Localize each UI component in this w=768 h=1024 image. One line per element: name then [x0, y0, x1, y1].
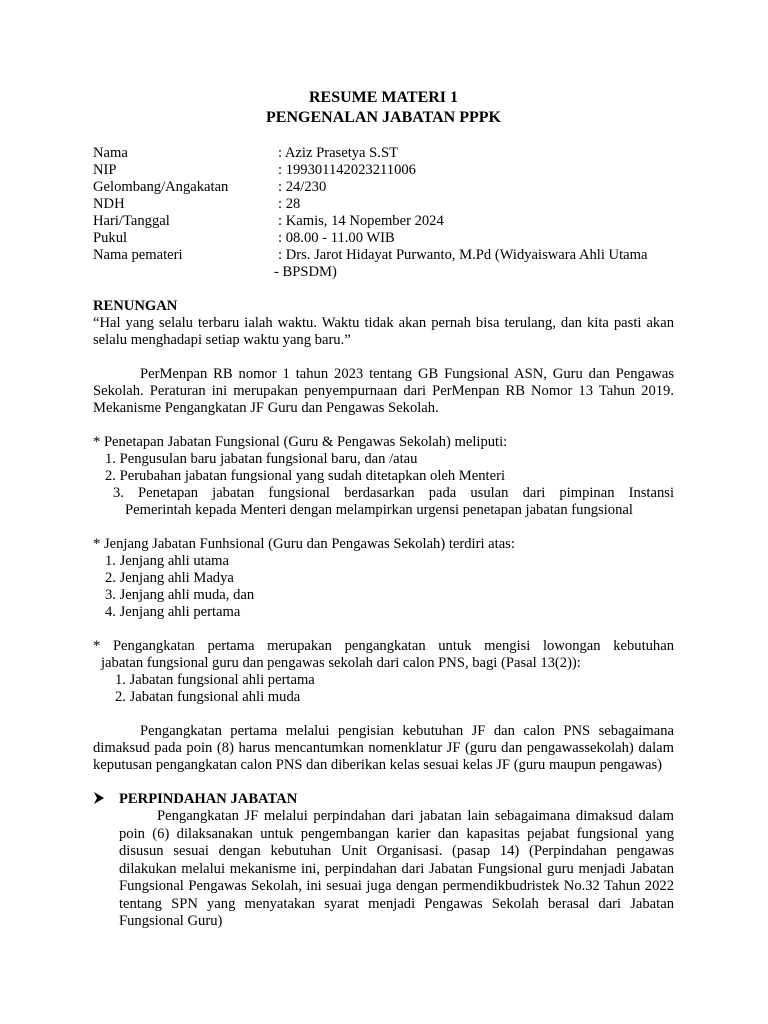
info-label: Nama pemateri	[93, 247, 183, 263]
pengangkatan-heading-continuation: jabatan fungsional guru dan pengawas sekolah dari calon PNS, bagi (Pasal 13(2)):	[101, 655, 581, 671]
list-item: 4. Jenjang ahli pertama	[105, 604, 241, 620]
document-page	[93, 88, 674, 931]
pengangkatan-paragraph: Pengangkatan pertama melalui pengisian kebutuhan JF dan calon PNS sebagaimana dimaksud pada poin (8) harus mencantumkan nomenklatur JF (guru dan pengawassekolah) dalam keputusan pengangkatan calon PNS dan diberikan kelas sesuai kelas JF (guru maupun pengawas)	[93, 723, 674, 773]
document-title: RESUME MATERI 1	[308, 89, 459, 106]
info-value: : 28	[278, 196, 301, 212]
info-row	[93, 145, 674, 162]
list-item: 3. Penetapan jabatan fungsional berdasarkan pada usulan dari pimpinan Instansi	[113, 485, 674, 501]
list-item: 2. Jabatan fungsional ahli muda	[115, 689, 301, 705]
info-value: : Drs. Jarot Hidayat Purwanto, M.Pd (Widyaiswara Ahli Utama	[278, 247, 648, 263]
info-row	[93, 247, 674, 264]
renungan-heading: RENUNGAN	[93, 298, 178, 314]
renungan-quote: “Hal yang selalu terbaru ialah waktu. Waktu tidak akan pernah bisa terulang, dan kita pasti akan selalu menghadapi setiap waktu yang baru.”	[93, 315, 674, 348]
perpindahan-body	[93, 808, 674, 931]
info-value: : 24/230	[278, 179, 327, 195]
list-item-continuation: Pemerintah kepada Menteri dengan melampirkan urgensi penetapan jabatan fungsional	[125, 502, 633, 518]
info-label: NIP	[93, 162, 117, 178]
intro-paragraph: PerMenpan RB nomor 1 tahun 2023 tentang GB Fungsional ASN, Guru dan Pengawas Sekolah. Peraturan ini merupakan penyempurnaan dari PerMenpan RB Nomor 13 Tahun 2019. Mekanisme Pengangkatan JF Guru dan Pengawas Sekolah.	[93, 366, 674, 416]
info-row	[93, 230, 674, 247]
list-item: 2. Jenjang ahli Madya	[105, 570, 234, 586]
list-item: 1. Jabatan fungsional ahli pertama	[115, 672, 315, 688]
info-value-continuation: - BPSDM)	[274, 264, 337, 280]
list-item: 1. Pengusulan baru jabatan fungsional baru, dan /atau	[105, 451, 418, 467]
info-label: Pukul	[93, 230, 128, 246]
info-value: : Aziz Prasetya S.ST	[278, 145, 398, 161]
penetapan-heading: * Penetapan Jabatan Fungsional (Guru & Pengawas Sekolah) meliputi:	[93, 434, 508, 450]
jenjang-heading: * Jenjang Jabatan Funhsional (Guru dan Pengawas Sekolah) terdiri atas:	[93, 536, 515, 552]
list-item: 1. Jenjang ahli utama	[105, 553, 230, 569]
info-label: Hari/Tanggal	[93, 213, 170, 229]
info-value: : Kamis, 14 Nopember 2024	[278, 213, 444, 229]
document-subtitle: PENGENALAN JABATAN PPPK	[266, 109, 501, 126]
info-label: NDH	[93, 196, 125, 212]
list-item: 2. Perubahan jabatan fungsional yang sudah ditetapkan oleh Menteri	[105, 468, 505, 484]
perpindahan-paragraph: Pengangkatan JF melalui perpindahan dari jabatan lain sebagaimana dimaksud dalam poin (6) dilaksanakan untuk pengembangan karier dan kapasitas pejabat fungsional yang disusun sesuai dengan kebutuhan Unit Organisasi. (pasap 14) (Perpindahan pengawas dilakukan melalui mekanisme ini, perpindahan dari Jabatan Fungsional guru menjadi Jabatan Fungsional Pengawas Sekolah, ini sesuai juga dengan permendikbudristek No.32 Tahun 2022 tentang SPN yang menyatakan syarat menjadi Pengawas Sekolah berasal dari Jabatan Fungsional Guru)	[119, 808, 674, 929]
info-row	[93, 162, 674, 179]
perpindahan-heading: PERPINDAHAN JABATAN	[119, 791, 298, 807]
perpindahan-section-heading	[93, 791, 674, 808]
info-label: Nama	[93, 145, 128, 161]
info-label: Gelombang/Angakatan	[93, 179, 229, 195]
pengangkatan-heading: * Pengangkatan pertama merupakan pengangkatan untuk mengisi lowongan kebutuhan	[93, 638, 674, 654]
info-table	[93, 145, 674, 281]
info-value: : 08.00 - 11.00 WIB	[278, 230, 395, 246]
info-row	[93, 213, 674, 230]
info-value: : 199301142023211006	[278, 162, 416, 178]
arrow-bullet-icon	[93, 791, 119, 808]
info-row	[93, 179, 674, 196]
info-row	[93, 196, 674, 213]
list-item: 3. Jenjang ahli muda, dan	[105, 587, 255, 603]
